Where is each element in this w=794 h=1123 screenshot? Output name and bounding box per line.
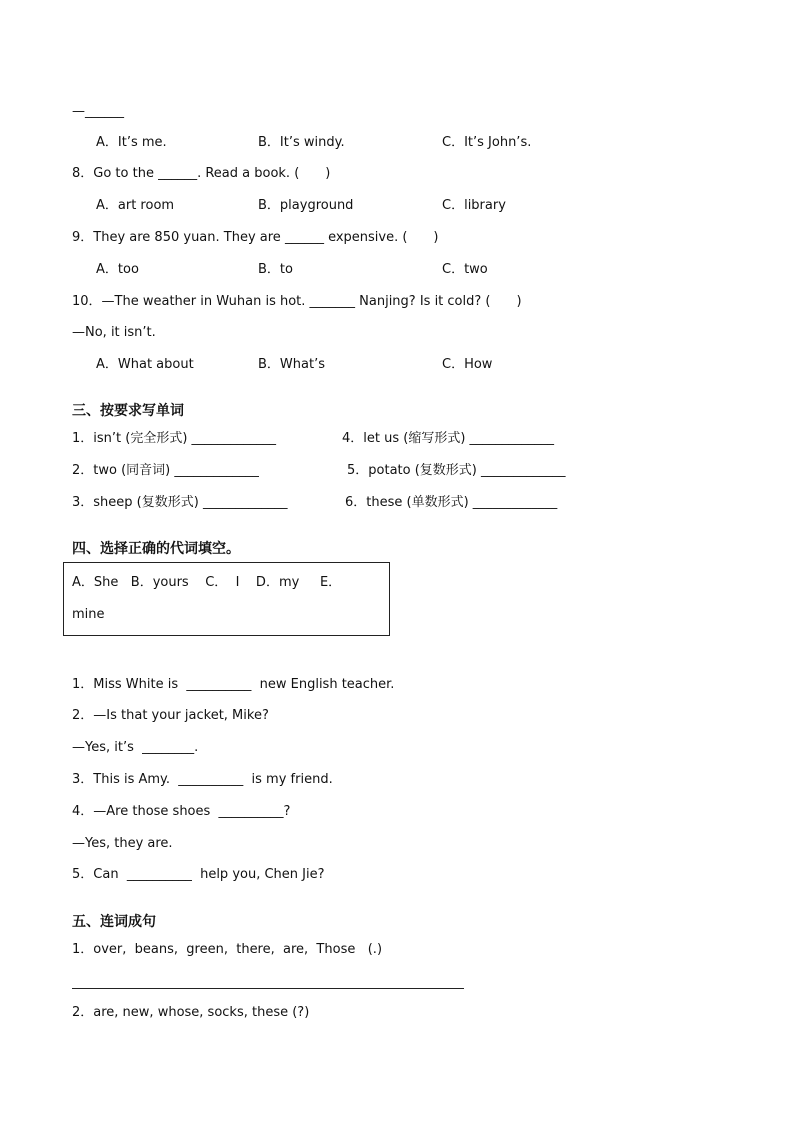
q7-option-b[interactable]: B．It’s windy.	[258, 135, 345, 150]
q10-option-a[interactable]: A．What about	[96, 357, 194, 372]
part4-heading: 四、选择正确的代词填空。	[72, 541, 240, 557]
part3-item-6[interactable]: 6．these (单数形式) _____________	[345, 495, 558, 510]
part5-heading: 五、连词成句	[72, 914, 156, 930]
part3-item-3[interactable]: 3．sheep (复数形式) _____________	[72, 495, 288, 510]
pronoun-options-line2: mine	[72, 607, 105, 622]
q9-option-b[interactable]: B．to	[258, 262, 293, 277]
q8-stem: 8．Go to the ______. Read a book. ( )	[72, 166, 331, 181]
q8-option-a[interactable]: A．art room	[96, 198, 175, 213]
q7-option-a[interactable]: A．It’s me.	[96, 135, 167, 150]
part4-item-4-reply: —Yes, they are.	[72, 836, 173, 851]
q7-option-c[interactable]: C．It’s John’s.	[442, 135, 532, 150]
part3-item-5[interactable]: 5．potato (复数形式) _____________	[347, 463, 566, 478]
q8-option-c[interactable]: C．library	[442, 198, 506, 213]
part3-heading: 三、按要求写单词	[72, 403, 184, 419]
q10-reply: —No, it isn’t.	[72, 325, 156, 340]
q8-option-b[interactable]: B．playground	[258, 198, 354, 213]
pronoun-options-line1: A．She B．yours C． I D．my E．	[72, 575, 342, 590]
q7-answer-line: —______	[72, 104, 124, 119]
q10-option-c[interactable]: C．How	[442, 357, 493, 372]
part4-item-4[interactable]: 4．—Are those shoes __________?	[72, 804, 291, 819]
q10-stem: 10．—The weather in Wuhan is hot. _______ Nanjing? Is it cold? ( )	[72, 294, 522, 309]
part4-item-5[interactable]: 5．Can __________ help you, Chen Jie?	[72, 867, 325, 882]
part3-item-4[interactable]: 4．let us (缩写形式) _____________	[342, 431, 555, 446]
part3-item-2[interactable]: 2．two (同音词) _____________	[72, 463, 259, 478]
part4-item-3[interactable]: 3．This is Amy. __________ is my friend.	[72, 772, 333, 787]
q10-option-b[interactable]: B．What’s	[258, 357, 325, 372]
part4-item-2-reply[interactable]: —Yes, it’s ________.	[72, 740, 199, 755]
q9-stem: 9．They are 850 yuan. They are ______ expensive. ( )	[72, 230, 439, 245]
part4-item-1[interactable]: 1．Miss White is __________ new English teacher.	[72, 677, 395, 692]
answer-line[interactable]	[72, 988, 464, 989]
part5-item-1: 1．over, beans, green, there, are, Those (.)	[72, 942, 383, 957]
part3-item-1[interactable]: 1．isn’t (完全形式) _____________	[72, 431, 277, 446]
part4-item-2: 2．—Is that your jacket, Mike?	[72, 708, 269, 723]
q9-option-a[interactable]: A．too	[96, 262, 139, 277]
q9-option-c[interactable]: C．two	[442, 262, 488, 277]
part5-item-2: 2．are, new, whose, socks, these (?)	[72, 1005, 310, 1020]
